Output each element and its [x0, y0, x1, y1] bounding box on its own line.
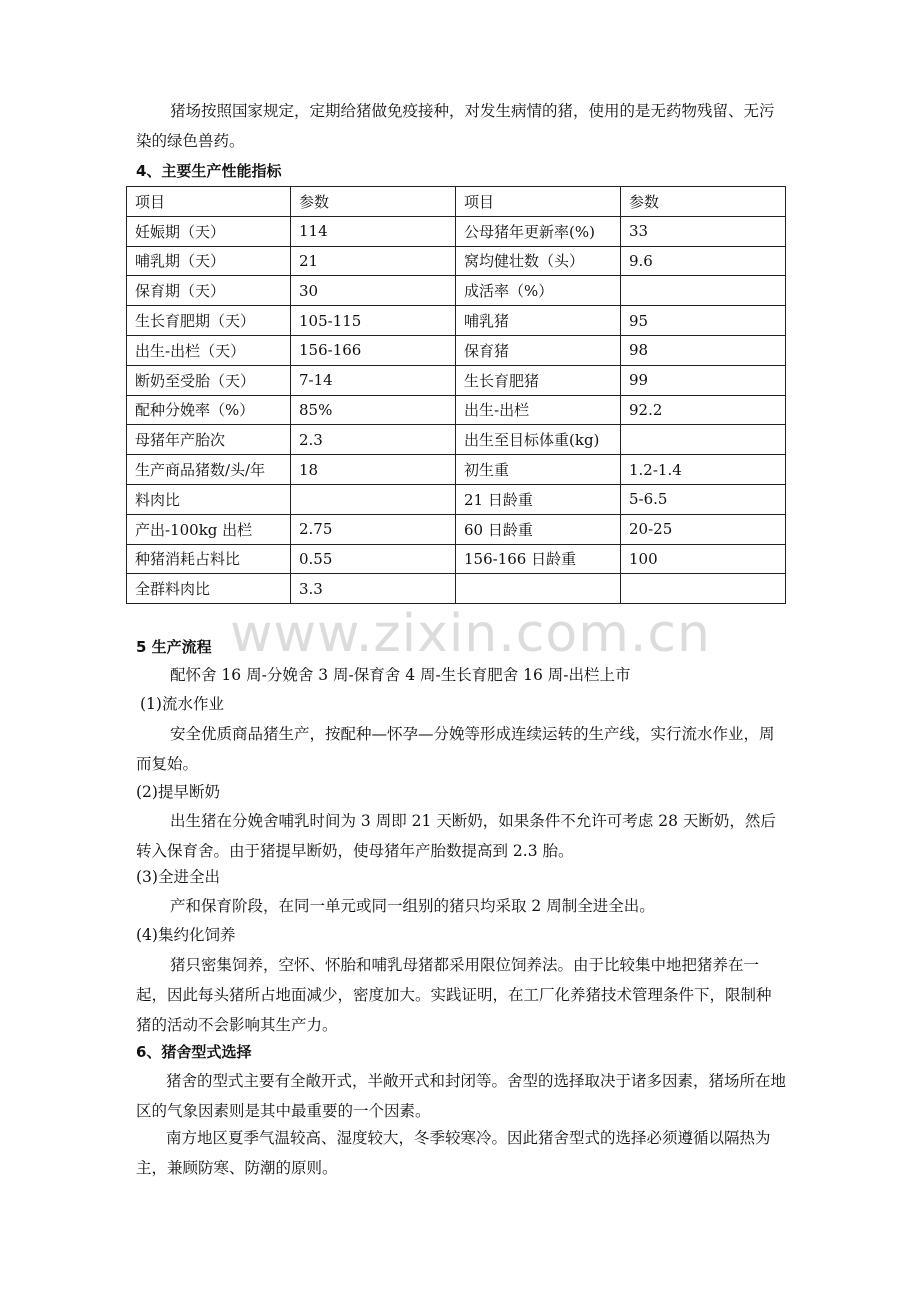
- table-cell: 30: [291, 276, 456, 306]
- table-cell: 生长育肥期（天）: [127, 306, 291, 336]
- table-cell: 9.6: [621, 246, 786, 276]
- table-cell: 妊娠期（天）: [127, 216, 291, 246]
- table-cell: 母猪年产胎次: [127, 425, 291, 455]
- table-cell: 种猪消耗占料比: [127, 544, 291, 574]
- table-header-cell: 参数: [291, 187, 456, 217]
- table-row: [127, 574, 786, 604]
- section-5-title: 5 生产流程: [136, 638, 212, 656]
- table-cell: 92.2: [621, 395, 786, 425]
- table-cell: 3.3: [291, 574, 456, 604]
- production-flow: 配怀舍 16 周-分娩舍 3 周-保育舍 4 周-生长育肥舍 16 周-出栏上市: [170, 666, 631, 684]
- section-6-title: 6、猪舍型式选择: [136, 1043, 252, 1061]
- item-text-all-in-all-out: 产和保育阶段，在同一单元或同一组别的猪只均采取 2 周制全进全出。: [170, 897, 655, 915]
- bullet-paragraph: [136, 1066, 786, 1126]
- table-cell: 114: [291, 216, 456, 246]
- table-cell: [621, 425, 786, 455]
- table-cell: 保育期（天）: [127, 276, 291, 306]
- table-cell: 18: [291, 455, 456, 485]
- table-header-cell: 项目: [456, 187, 621, 217]
- table-cell: 21 日龄重: [456, 484, 621, 514]
- table-cell: 7-14: [291, 365, 456, 395]
- table-cell: 20-25: [621, 514, 786, 544]
- table-cell: 成活率（%）: [456, 276, 621, 306]
- table-cell: 5-6.5: [621, 484, 786, 514]
- table-cell: 60 日龄重: [456, 514, 621, 544]
- bullet-text: 南方地区夏季气温较高、湿度较大，冬季较寒冷。因此猪舍型式的选择必须遵循以隔热为主，兼顾防寒、防潮的原则。: [136, 1129, 771, 1177]
- table-row: [127, 276, 786, 306]
- table-row: [127, 514, 786, 544]
- table-cell: 料肉比: [127, 484, 291, 514]
- table-cell: 1.2-1.4: [621, 455, 786, 485]
- item-heading-all-in-all-out: (3)全进全出: [136, 868, 220, 886]
- performance-table: [126, 186, 786, 604]
- table-cell: 配种分娩率（%）: [127, 395, 291, 425]
- table-cell: [291, 484, 456, 514]
- item-text-flow-operation: 安全优质商品猪生产，按配种—怀孕—分娩等形成连续运转的生产线，实行流水作业，周而复始。: [136, 725, 775, 773]
- table-header-row: [127, 187, 786, 217]
- table-cell: 生长育肥猪: [456, 365, 621, 395]
- table-cell: 窝均健壮数（头）: [456, 246, 621, 276]
- table-cell: 出生-出栏（天）: [127, 335, 291, 365]
- table-row: [127, 425, 786, 455]
- item-heading-flow-operation: (1)流水作业: [140, 695, 224, 713]
- table-cell: 33: [621, 216, 786, 246]
- table-cell: 156-166: [291, 335, 456, 365]
- table-cell: 全群料肉比: [127, 574, 291, 604]
- table-cell: 0.55: [291, 544, 456, 574]
- table-cell: 初生重: [456, 455, 621, 485]
- table-cell: [456, 574, 621, 604]
- table-cell: 2.3: [291, 425, 456, 455]
- table-cell: 断奶至受胎（天）: [127, 365, 291, 395]
- table-cell: 哺乳期（天）: [127, 246, 291, 276]
- table-cell: 哺乳猪: [456, 306, 621, 336]
- table-cell: [621, 276, 786, 306]
- table-cell: 95: [621, 306, 786, 336]
- item-text-early-weaning: 出生猪在分娩舍哺乳时间为 3 周即 21 天断奶，如果条件不允许可考虑 28 天断奶，然后转入保育舍。由于猪提早断奶，使母猪年产胎数提高到 2.3 胎。: [136, 812, 776, 860]
- table-row: [127, 216, 786, 246]
- table-header-cell: 项目: [127, 187, 291, 217]
- table-cell: 98: [621, 335, 786, 365]
- table-cell: 生产商品猪数/头/年: [127, 455, 291, 485]
- table-row: [127, 335, 786, 365]
- table-row: [127, 455, 786, 485]
- table-row: [127, 306, 786, 336]
- item-heading-intensive-feeding: (4)集约化饲养: [136, 926, 236, 944]
- table-cell: 105-115: [291, 306, 456, 336]
- table-cell: 156-166 日龄重: [456, 544, 621, 574]
- table-header-cell: 参数: [621, 187, 786, 217]
- table-row: [127, 246, 786, 276]
- table-cell: 100: [621, 544, 786, 574]
- table-cell: 85%: [291, 395, 456, 425]
- table-row: [127, 395, 786, 425]
- bullet-paragraph: [136, 1123, 786, 1183]
- section-4-title: 4、主要生产性能指标: [136, 162, 282, 180]
- table-row: [127, 365, 786, 395]
- watermark: www.zixin.com.cn: [230, 604, 711, 664]
- table-cell: 出生-出栏: [456, 395, 621, 425]
- table-cell: [621, 574, 786, 604]
- table-row: [127, 484, 786, 514]
- table-cell: 产出-100kg 出栏: [127, 514, 291, 544]
- intro-paragraph: 猪场按照国家规定，定期给猪做免疫接种，对发生病情的猪，使用的是无药物残留、无污染的绿色兽药。: [136, 102, 775, 150]
- item-text-intensive-feeding: 猪只密集饲养，空怀、怀胎和哺乳母猪都采用限位饲养法。由于比较集中地把猪养在一起，因此每头猪所占地面减少，密度加大。实践证明，在工厂化养猪技术管理条件下，限制种猪的活动不会影响其生产力。: [136, 956, 772, 1034]
- table-cell: 出生至目标体重(kg): [456, 425, 621, 455]
- table-cell: 21: [291, 246, 456, 276]
- table-cell: 公母猪年更新率(%): [456, 216, 621, 246]
- table-cell: 保育猪: [456, 335, 621, 365]
- bullet-text: 猪舍的型式主要有全敞开式，半敞开式和封闭等。舍型的选择取决于诸多因素，猪场所在地区的气象因素则是其中最重要的一个因素。: [136, 1072, 787, 1120]
- table-cell: 2.75: [291, 514, 456, 544]
- item-heading-early-weaning: (2)提早断奶: [136, 783, 220, 801]
- table-row: [127, 544, 786, 574]
- table-cell: 99: [621, 365, 786, 395]
